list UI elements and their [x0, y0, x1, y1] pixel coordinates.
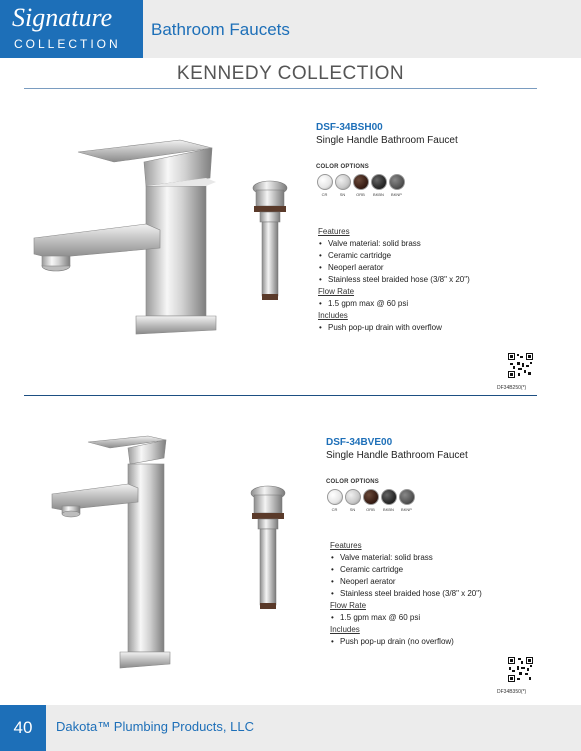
swatch-sn: SN	[344, 489, 361, 512]
product-sku: DSF-34BSH00	[316, 122, 383, 133]
includes-item: • Push pop-up drain with overflow	[318, 322, 470, 334]
product-sku: DSF-34BVE00	[326, 437, 393, 448]
product-type: Single Handle Bathroom Faucet	[326, 450, 468, 461]
product-2-block	[326, 437, 468, 512]
feature-item: • Stainless steel braided hose (3/8" x 20")	[330, 588, 482, 600]
qr-caption-1: DF34B250(*)	[497, 385, 527, 391]
swatch-dot	[353, 174, 369, 190]
swatch-dot	[327, 489, 343, 505]
swatch-bknp: BKNP	[388, 174, 405, 197]
feature-item: • Valve material: solid brass	[318, 238, 470, 250]
color-swatches	[326, 489, 468, 512]
includes-heading: Includes	[318, 311, 348, 320]
product-1-block	[316, 122, 458, 197]
swatch-dot	[317, 174, 333, 190]
feature-item: • Neoperl aerator	[318, 262, 470, 274]
flow-rate-item: • 1.5 gpm max @ 60 psi	[318, 298, 470, 310]
feature-item: • Ceramic cartridge	[318, 250, 470, 262]
swatch-dot	[345, 489, 361, 505]
title-divider	[24, 88, 537, 89]
qr-code-1	[508, 353, 533, 378]
product-2-specs	[330, 540, 482, 648]
flow-rate-item: • 1.5 gpm max @ 60 psi	[330, 612, 482, 624]
drain-image-2	[248, 485, 288, 615]
swatch-dot	[389, 174, 405, 190]
footer-company: Dakota™ Plumbing Products, LLC	[56, 719, 254, 734]
swatch-dot	[363, 489, 379, 505]
product-1-specs	[318, 226, 470, 334]
swatch-dot	[371, 174, 387, 190]
feature-item: • Neoperl aerator	[330, 576, 482, 588]
swatch-dot	[399, 489, 415, 505]
swatch-bkbn: BKBN	[370, 174, 387, 197]
faucet-image-1	[30, 120, 220, 340]
flow-rate-heading: Flow Rate	[318, 287, 355, 296]
qr-code-2	[508, 657, 533, 682]
features-heading: Features	[318, 227, 350, 236]
brand-signature-text: Signature	[12, 3, 113, 32]
features-heading: Features	[330, 541, 362, 550]
feature-item: • Stainless steel braided hose (3/8" x 20")	[318, 274, 470, 286]
product-divider	[24, 395, 537, 396]
includes-item: • Push pop-up drain (no overflow)	[330, 636, 482, 648]
color-options-heading: COLOR OPTIONS	[316, 164, 369, 170]
drain-image-1	[250, 180, 290, 305]
swatch-dot	[335, 174, 351, 190]
feature-item: • Valve material: solid brass	[330, 552, 482, 564]
includes-heading: Includes	[330, 625, 360, 634]
feature-item: • Ceramic cartridge	[330, 564, 482, 576]
product-type: Single Handle Bathroom Faucet	[316, 135, 458, 146]
swatch-bknp: BKNP	[398, 489, 415, 512]
swatch-orb: ORB	[352, 174, 369, 197]
swatch-cr: CR	[326, 489, 343, 512]
faucet-image-2	[48, 432, 178, 672]
flow-rate-heading: Flow Rate	[330, 601, 367, 610]
qr-caption-2: DF34B350(*)	[497, 689, 527, 695]
collection-title: KENNEDY COLLECTION	[176, 63, 405, 84]
swatch-bkbn: BKBN	[380, 489, 397, 512]
brand-collection-text: COLLECTION	[14, 37, 121, 51]
color-options-heading: COLOR OPTIONS	[326, 479, 379, 485]
color-swatches	[316, 174, 458, 197]
brand-logo	[0, 0, 143, 58]
swatch-orb: ORB	[362, 489, 379, 512]
swatch-sn: SN	[334, 174, 351, 197]
swatch-dot	[381, 489, 397, 505]
swatch-cr: CR	[316, 174, 333, 197]
section-title: Bathroom Faucets	[151, 20, 290, 39]
page-number: 40	[0, 705, 46, 751]
